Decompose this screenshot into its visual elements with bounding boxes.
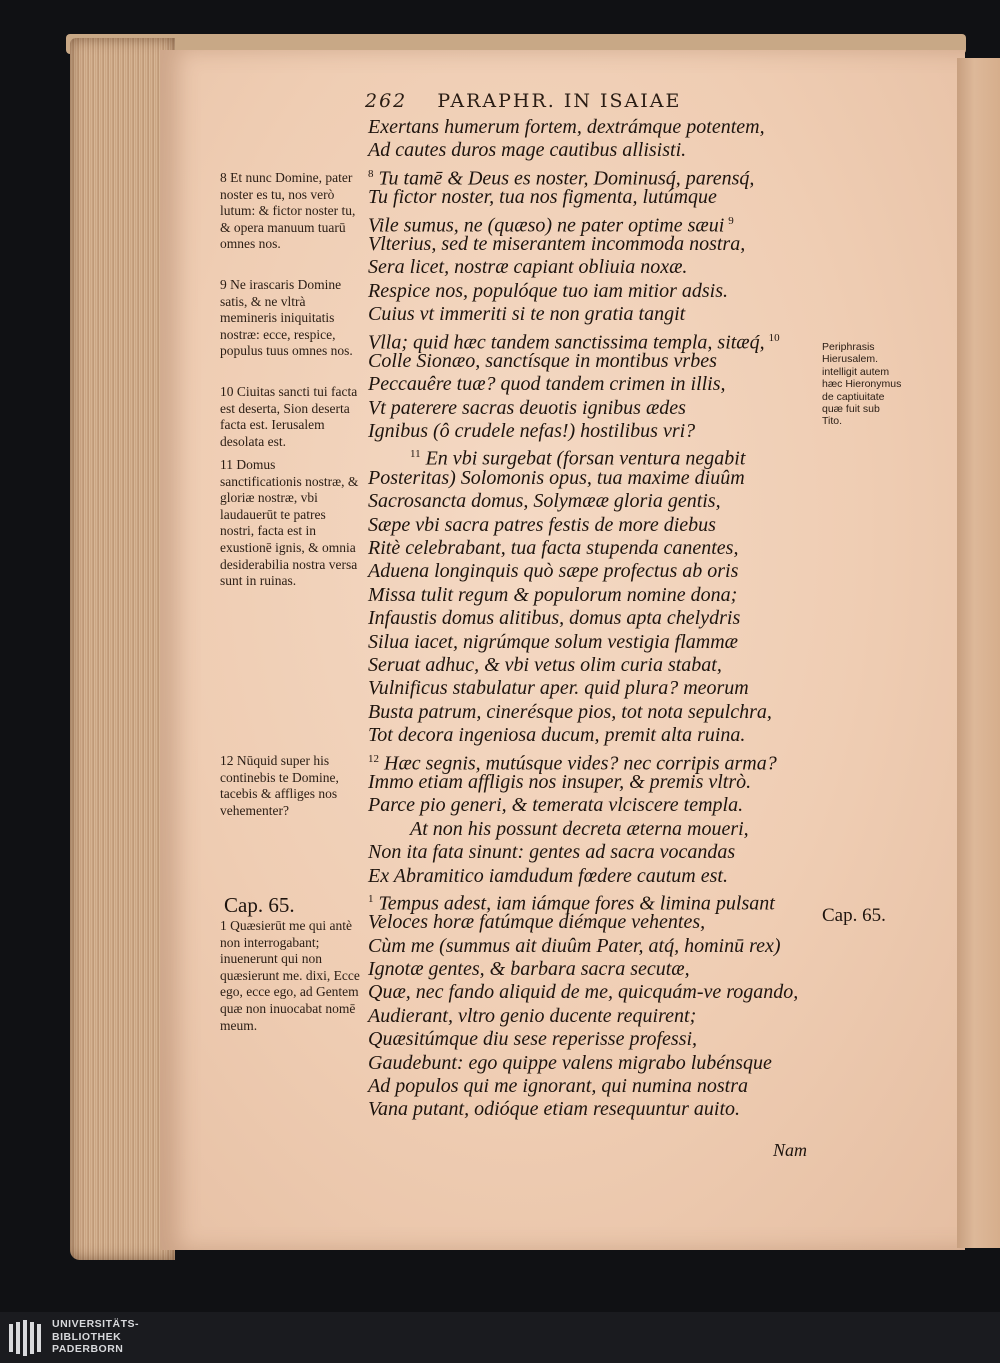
running-header — [365, 90, 681, 112]
verse-line — [368, 163, 818, 190]
verse-text: Sæpe vbi sacra patres festis de more diebus — [368, 513, 716, 536]
verse-line — [368, 537, 818, 560]
verse-line — [368, 794, 818, 817]
verse-line — [368, 420, 818, 443]
verse-line — [368, 654, 818, 677]
verse-line — [368, 373, 818, 396]
verse-line — [368, 233, 818, 256]
gloss-verse-11: 11 Domus sanctificationis nostræ, & gloriæ nostræ, vbi laudauerūt te patres nostri, facta est in exustionē ignis, & omnia desiderabilia nostra versa sunt in ruinas. — [220, 457, 359, 589]
verse-text: At non his possunt decreta æterna moueri, — [410, 817, 749, 840]
verse-number: 9 — [728, 214, 734, 227]
verse-line — [368, 1005, 818, 1028]
verse-line — [368, 631, 818, 654]
verse-text: Veloces horæ fatúmque diémque vehentes, — [368, 911, 706, 934]
verse-text: Ad cautes duros mage cautibus allisisti. — [368, 139, 687, 162]
chapter-heading-left: Cap. 65. — [224, 893, 295, 917]
verse-number: 12 — [368, 752, 379, 765]
verse-text: Tempus adest, iam iámque fores & limina pulsant — [378, 892, 775, 915]
verse-line — [368, 958, 818, 981]
verse-text: Vile sumus, ne (quæso) ne pater optime sæui — [368, 214, 725, 237]
verse-line — [368, 865, 818, 888]
verse-text: Vlla; quid hæc tandem sanctissima templa, sitæq́, — [368, 331, 765, 354]
verse-line — [368, 397, 818, 420]
main-verse-text — [368, 116, 818, 1122]
verse-text: En vbi surgebat (forsan ventura negabit — [425, 448, 746, 471]
verse-text: Colle Sionæo, sanctísque in montibus vrbes — [368, 349, 717, 372]
verse-text: Sacrosancta domus, Solymææ gloria gentis, — [368, 490, 721, 513]
verse-line — [368, 748, 818, 775]
verse-text: Vt paterere sacras deuotis ignibus ædes — [368, 396, 686, 419]
verse-line — [368, 280, 818, 303]
verse-line — [368, 186, 818, 209]
verse-number: 1 — [368, 892, 374, 905]
verse-text: Ignotæ gentes, & barbara sacra secutæ, — [368, 958, 690, 981]
verse-text: Tu fictor noster, tua nos figmenta, lutúmque — [368, 186, 717, 209]
verse-line — [368, 327, 818, 354]
verse-text: Silua iacet, nigrúmque solum vestigia flammæ — [368, 630, 738, 653]
gloss-verse-9: 9 Ne irascaris Domine satis, & ne vltrà memineris iniquitatis nostræ: ecce, respice, populus tuus omnes nos. — [220, 277, 353, 359]
library-logo-icon — [8, 1320, 42, 1356]
verse-line — [368, 607, 818, 630]
verse-text: Hæc segnis, mutúsque vides? nec corripis arma? — [384, 752, 777, 775]
verse-line — [368, 256, 818, 279]
verse-text: Cùm me (summus ait diuûm Pater, atq́, hominū rex) — [368, 934, 781, 957]
library-footer-bar — [0, 1312, 1000, 1363]
verse-number: 10 — [768, 331, 780, 344]
verse-text: Aduena longinquis quò sæpe profectus ab oris — [368, 560, 739, 583]
gloss-verse-12: 12 Nūquid super his continebis te Domine, tacebis & affliges nos vehementer? — [220, 753, 339, 818]
verse-line — [368, 514, 818, 537]
verse-text: Ex Abramitico iamdudum fœdere cautum est. — [368, 864, 728, 887]
gloss-verse-8: 8 Et nunc Domine, pater noster es tu, nos verò lutum: & fictor noster tu, & opera manuum tuarū omnes nos. — [220, 170, 356, 252]
verse-text: Respice nos, populóque tuo iam mitior adsis. — [368, 279, 728, 302]
verse-text: Tu tamē & Deus es noster, Dominusq́, parensq́, — [378, 167, 755, 190]
verse-text: Missa tulit regum & populorum nomine dona; — [368, 583, 738, 606]
verse-text: Quæsitúmque diu sese reperisse professi, — [368, 1028, 698, 1051]
verse-text: Ad populos qui me ignorant, qui numina nostra — [368, 1075, 749, 1098]
verse-text: Sera licet, nostræ capiant obliuia noxæ. — [368, 256, 688, 279]
page-number: 262 — [365, 90, 408, 112]
facing-page-edge — [957, 58, 1000, 1248]
verse-text: Ignibus (ô crudele nefas!) hostilibus vri? — [368, 420, 696, 443]
verse-text: Tot decora ingeniosa ducum, premit alta ruina. — [368, 724, 746, 747]
gloss-verse-10: 10 Ciuitas sancti tui facta est deserta, Sion deserta facta est. Ierusalem desolata est. — [220, 384, 358, 449]
verse-text: Gaudebunt: ego quippe valens migrabo lubénsque — [368, 1051, 772, 1074]
verse-text: Vulnificus stabulatur aper. quid plura? meorum — [368, 677, 749, 700]
verse-line — [368, 1098, 818, 1121]
chapter-heading-right: Cap. 65. — [822, 905, 886, 926]
verse-line — [368, 210, 818, 237]
running-title: PARAPHR. IN ISAIAE — [437, 90, 682, 112]
verse-line — [368, 701, 818, 724]
verse-line — [368, 724, 818, 747]
verse-line — [368, 981, 818, 1004]
verse-text: Parce pio generi, & temerata vlciscere templa. — [368, 794, 744, 817]
verse-text: Peccauêre tuæ? quod tandem crimen in illis, — [368, 373, 726, 396]
verse-line — [368, 139, 818, 162]
verse-number: 11 — [410, 448, 421, 461]
verse-line — [368, 841, 818, 864]
verse-text: Vana putant, odióque etiam resequuntur auito. — [368, 1098, 741, 1121]
verse-line — [368, 1028, 818, 1051]
verse-text: Vlterius, sed te miserantem incommoda nostra, — [368, 232, 746, 255]
catchword: Nam — [773, 1140, 808, 1160]
verse-line — [368, 1075, 818, 1098]
verse-text: Busta patrum, cinerésque pios, tot nota sepulchra, — [368, 700, 772, 723]
verse-text: Ritè celebrabant, tua facta stupenda canentes, — [368, 537, 739, 560]
verse-text: Cuius vt immeriti si te non gratia tangit — [368, 303, 686, 326]
verse-text: Infaustis domus alitibus, domus apta chelydris — [368, 607, 741, 630]
verse-line — [368, 490, 818, 513]
verse-text: Seruat adhuc, & vbi vetus olim curia stabat, — [368, 653, 722, 676]
verse-line — [368, 467, 818, 490]
verse-line — [368, 935, 818, 958]
verse-line — [368, 818, 818, 841]
verse-text: Immo etiam affligis nos insuper, & premis vltrò. — [368, 770, 752, 793]
verse-text: Non ita fata sinunt: gentes ad sacra vocandas — [368, 841, 736, 864]
verse-line — [368, 888, 818, 915]
verse-line — [368, 560, 818, 583]
verse-line — [368, 1052, 818, 1075]
gloss-chapter-65-verse-1: 1 Quæsierūt me qui antè non interrogabant; inuenerunt qui non quæsierunt me. dixi, Ecce ego, ecce ego, ad Gentem quæ non inuocabat nomē meum. — [220, 918, 360, 1033]
verse-line — [368, 116, 818, 139]
library-logo-text: UNIVERSITÄTS- BIBLIOTHEK PADERBORN — [52, 1318, 140, 1355]
verse-line — [368, 771, 818, 794]
verse-line — [368, 443, 818, 471]
verse-line — [368, 677, 818, 700]
verse-line — [368, 584, 818, 607]
verse-text: Posteritas) Solomonis opus, tua maxime diuûm — [368, 466, 745, 489]
verse-text: Quæ, nec fando aliquid de me, quicquám-ve rogando, — [368, 981, 799, 1004]
verse-text: Exertans humerum fortem, dextrámque potentem, — [368, 116, 765, 138]
verse-text: Audierant, vltro genio ducente requirent; — [368, 1004, 697, 1027]
verse-line — [368, 303, 818, 326]
verse-number: 8 — [368, 167, 374, 180]
verse-line — [368, 350, 818, 373]
side-note-periphrasis: Periphrasis Hierusalem. intelligit autem hæc Hieronymus de captiuitate quæ fuit sub Tito. — [822, 341, 902, 428]
